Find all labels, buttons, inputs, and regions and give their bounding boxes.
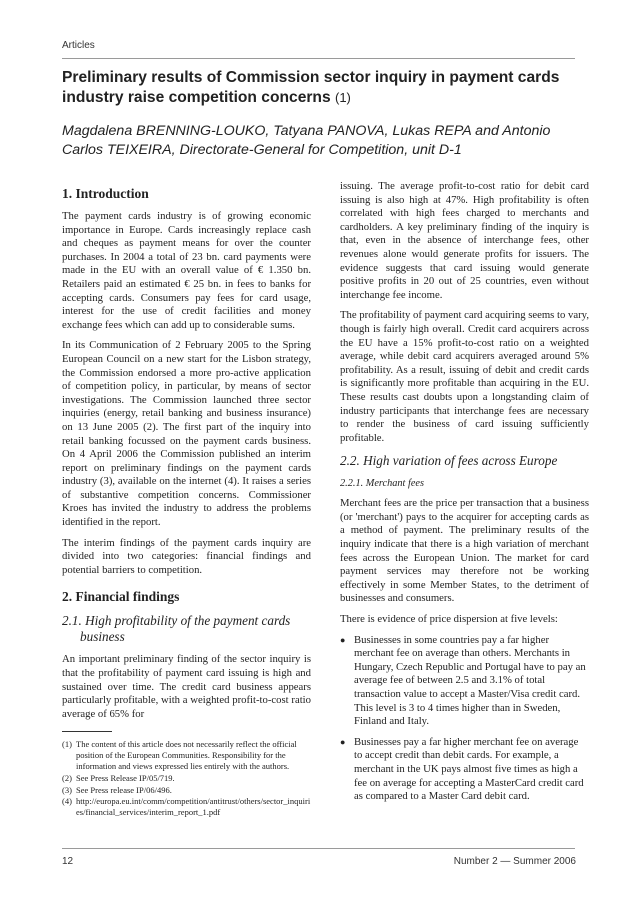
section-2-2-heading: 2.2. High variation of fees across Europe (340, 453, 558, 469)
article-title-text: Preliminary results of Commission sector inquiry in payment cards industry raise competition concerns (62, 69, 560, 106)
left-column (62, 180, 311, 819)
footnote-2-text: See Press Release IP/05/719. (76, 772, 175, 783)
header-rule (62, 58, 575, 59)
bullet-icon: ● (340, 736, 346, 747)
footnote-4-link[interactable]: http://europa.eu.int/comm/competition/antitrust/others/sector_inquiries/financial_services/interim_report_1.pdf (76, 796, 311, 818)
footnote-4-num: (4) (62, 796, 72, 807)
footnote-2 (62, 773, 311, 784)
article-title (62, 68, 577, 108)
section-1-heading: 1. Introduction (62, 186, 149, 201)
footnote-4 (62, 796, 311, 818)
price-dispersion-intro: There is evidence of price dispersion at five levels: (340, 613, 558, 626)
title-footnote-ref: (1) (334, 90, 351, 105)
merchant-fees-paragraph: Merchant fees are the price per transaction that a business (or 'merchant') pays to the acquirer for accepting cards as a method of payment. The preliminary results of the inquiry indicate that there is a high variation of merchant fees across the European Union. The market for card payment services may therefore not be working effectively in some Member States, to the detriment of businesses and consumers. (340, 497, 589, 605)
footnote-3-num: (3) (62, 784, 72, 795)
section-2-1-heading-line1: 2.1. High profitability of the payment cards (62, 613, 291, 629)
footnote-3-text: See Press release IP/06/496. (76, 784, 172, 795)
profitability-paragraph: An important preliminary finding of the sector inquiry is that the profitability of payment card issuing is high and sustained over time. The credit card business appears particularly profitable, with a weighted profit-to-cost ratio average of 65% for (62, 653, 311, 720)
list-item (340, 634, 589, 729)
section-2-1-heading-line2: business (80, 629, 125, 645)
profitability-paragraph-continued: issuing. The average profit-to-cost ratio for debit card issuing is also high at 47%. High profitability is often correlated with high fees charged to merchants and cardholders. A key preliminary finding of the inquiry is that, even in the absence of interchange fees, other revenues alone would generate profits for issuers. The evidence suggests that card issuing would generate positive profits in 20 out of 25 countries, even without interchange fee income. (340, 180, 589, 301)
footnote-2-num: (2) (62, 772, 72, 783)
section-2-1-heading (62, 613, 311, 645)
section-2-2-1-heading: 2.2.1. Merchant fees (340, 478, 424, 490)
list-item-text: Businesses in some countries pay a far higher merchant fee on average than others. Merchants in Hungary, Czech Republic and Portugal have to pay an average fee of between 2.5 and 3.1% of total transaction value to accept a Master/Visa credit card. This level is 3 to 4 times higher than in Sweden, Finland and Italy. (354, 633, 586, 728)
list-item-text: Businesses pay a far higher merchant fee on average to accept credit than debit cards. For example, a merchant in the UK pays almost five times as high a fee on average for accepting a MasterCard credit card as compared to a Master Card debit card. (354, 735, 584, 803)
bullet-icon: ● (340, 634, 346, 645)
page-number: 12 (62, 856, 74, 867)
acquiring-paragraph: The profitability of payment card acquiring seems to vary, though is fairly high overall. Credit card acquirers across the EU have a 15% profit-to-cost ratio on a weighted average, while debit card acquirers averaged around 5% profitability. As a result, issuing of debit and credit cards is significantly more profitable than acquiring in the EU. These results cast doubts upon a longstanding claim of industry participants that interchange fees are necessary to render the business of card issuing sufficiently profitable. (340, 309, 589, 444)
footnote-rule (62, 731, 112, 732)
price-dispersion-list (340, 634, 589, 804)
footnote-3 (62, 785, 311, 796)
footer-rule (62, 848, 575, 849)
issue-label: Number 2 — Summer 2006 (453, 856, 576, 867)
running-head: Articles (62, 40, 95, 51)
footnote-1-num: (1) (62, 739, 72, 750)
footnote-1-text: The content of this article does not necessarily reflect the official position of the European Communities. Responsibility for the information and views expressed lies entirely with the authors. (76, 739, 297, 771)
article-authors: Magdalena BRENNING-LOUKO, Tatyana PANOVA, Lukas REPA and Antonio Carlos TEIXEIRA, Directorate-General for Competition, unit D-1 (62, 123, 551, 158)
intro-paragraph-1: The payment cards industry is of growing economic importance in Europe. Cards increasingly replace cash and cheques as payment means for over the counter purchases. In 2004 a total of 23 bn. card payments were made in the EU with an overall value of € 1.350 bn. Retailers paid an estimated € 25 bn. in fees to banks for accepting cards. Consumers pay fees for card usage, interest for the use of credit facilities and money exchange fees which can add up to considerable sums. (62, 210, 311, 331)
section-2-heading: 2. Financial findings (62, 589, 180, 605)
right-column (340, 180, 589, 811)
footnote-1 (62, 739, 311, 771)
intro-paragraph-2: In its Communication of 2 February 2005 to the Spring European Council on a new start for the Lisbon strategy, the Commission endorsed a more pro-active application of competition policy, in particular, by means of sector investigations. The Commission launched three sector inquiries (energy, retail banking and business insurance) on 13 June 2005 (2). The first part of the inquiry into retail banking focussed on the payment cards business. On 4 April 2006 the Commission published an interim report on preliminary findings on the payment cards industry (3), available on the internet (4). It raises a series of substantive competition concerns. Commissioner Kroes has invited the industry to address the problems identified in the report. (62, 339, 311, 529)
intro-paragraph-3: The interim findings of the payment cards inquiry are divided into two categories: financial findings and potential barriers to competition. (62, 536, 311, 576)
list-item (340, 736, 589, 804)
